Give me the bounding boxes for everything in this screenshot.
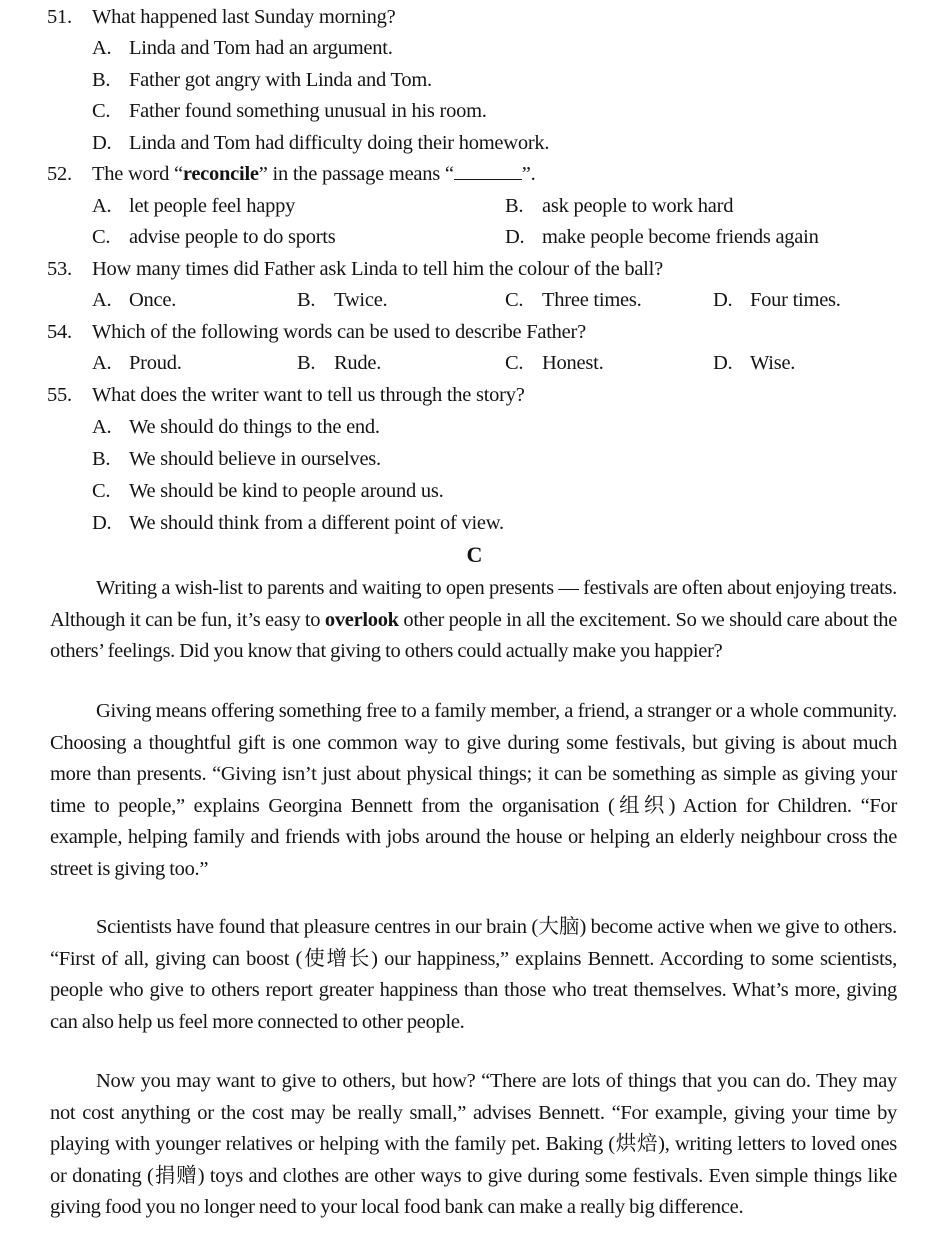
- option-54-d[interactable]: [713, 348, 795, 380]
- option-52-c[interactable]: [92, 222, 335, 254]
- option-54-b[interactable]: [297, 348, 381, 380]
- option-letter: A.: [92, 289, 112, 311]
- option-55-a[interactable]: [92, 412, 380, 444]
- paragraph-text: Now you may want to give to others, but how? “There are lots of things that you can do. They may not cost anything or the cost may be really small,” advises Bennett. “For example, giving your time by playing with younger relatives or helping with the family pet. Baking (烘焙), writing letters to loved ones or donating (捐赠) toys and clothes are other ways to give during some festivals. Even simple things like giving food you no longer need to your local food bank can make a really big difference.: [50, 1070, 897, 1218]
- option-text: Father found something unusual in his room.: [129, 100, 487, 122]
- question-text: What happened last Sunday morning?: [92, 6, 396, 28]
- question-text: [92, 159, 535, 191]
- option-53-b[interactable]: [297, 285, 387, 317]
- question-number: 55.: [47, 384, 72, 406]
- option-text: Three times.: [542, 289, 642, 311]
- option-letter: D.: [505, 226, 525, 248]
- option-52-a[interactable]: [92, 191, 295, 223]
- option-53-d[interactable]: [713, 285, 841, 317]
- option-text: Proud.: [129, 352, 182, 374]
- option-letter: D.: [92, 512, 112, 534]
- option-letter: B.: [297, 352, 316, 374]
- option-51-d[interactable]: [92, 128, 549, 160]
- option-55-b[interactable]: [92, 444, 381, 476]
- option-text: We should do things to the end.: [129, 416, 380, 438]
- option-text: advise people to do sports: [129, 226, 336, 248]
- option-text: let people feel happy: [129, 195, 296, 217]
- question-number: 52.: [47, 163, 72, 185]
- question-52: [0, 159, 949, 191]
- option-text: We should believe in ourselves.: [129, 448, 381, 470]
- option-54-a[interactable]: [92, 348, 182, 380]
- option-text: Once.: [129, 289, 177, 311]
- key-word-reconcile: reconcile: [182, 163, 259, 185]
- option-text: We should be kind to people around us.: [129, 480, 444, 502]
- question-text: What does the writer want to tell us through the story?: [92, 384, 525, 406]
- paragraph-text-start: Writing a wish-list to parents and waiting to open presents — festivals are often about enjoying treats. Although it can be fun, it’s easy to: [50, 577, 897, 631]
- option-letter: C.: [505, 289, 524, 311]
- option-54-c[interactable]: [505, 348, 603, 380]
- option-text: Father got angry with Linda and Tom.: [129, 69, 432, 91]
- section-title: C: [466, 542, 483, 567]
- question-number: 54.: [47, 321, 72, 343]
- option-letter: C.: [92, 100, 111, 122]
- option-text: Four times.: [750, 289, 841, 311]
- question-number: 51.: [47, 6, 72, 28]
- option-letter: C.: [92, 226, 111, 248]
- passage-paragraph-3: [50, 912, 897, 1038]
- option-text: Linda and Tom had an argument.: [129, 37, 393, 59]
- option-51-c[interactable]: [92, 96, 487, 128]
- option-text: ask people to work hard: [542, 195, 734, 217]
- option-letter: A.: [92, 352, 112, 374]
- option-text: Wise.: [750, 352, 796, 374]
- option-letter: B.: [92, 448, 111, 470]
- option-letter: D.: [92, 132, 112, 154]
- passage-paragraph-4: [50, 1066, 897, 1224]
- option-letter: C.: [92, 480, 111, 502]
- option-letter: A.: [92, 37, 112, 59]
- question-number: 53.: [47, 258, 72, 280]
- question-55: [0, 380, 949, 412]
- question-54: [0, 317, 949, 349]
- key-word-overlook: overlook: [324, 608, 399, 631]
- question-text: How many times did Father ask Linda to tell him the colour of the ball?: [92, 258, 663, 280]
- passage-paragraph-2: [50, 696, 897, 885]
- option-text: Honest.: [542, 352, 604, 374]
- option-51-a[interactable]: [92, 33, 393, 65]
- option-55-c[interactable]: [92, 476, 444, 508]
- question-51: [0, 2, 949, 34]
- paragraph-text: Giving means offering something free to a family member, a friend, a stranger or a whole community. Choosing a thoughtful gift is one common way to give during some festivals, but giving is about much more than presents. “Giving isn’t just about physical things; it can be something as simple as giving your time to people,” explains Georgina Bennett from the organisation (组织) Action for Children. “For example, helping family and friends with jobs around the house or helping an elderly neighbour cross the street is giving too.”: [50, 700, 897, 880]
- option-55-d[interactable]: [92, 508, 504, 540]
- option-53-c[interactable]: [505, 285, 641, 317]
- option-text: Twice.: [334, 289, 388, 311]
- paragraph-text: Scientists have found that pleasure centres in our brain (大脑) become active when we give to others. “First of all, giving can boost (使增长) our happiness,” explains Bennett. According to some scientists, people who give to others report greater happiness than those who treat themselves. What’s more, giving can also help us feel more connected to other people.: [50, 916, 897, 1033]
- question-text: Which of the following words can be used to describe Father?: [92, 321, 586, 343]
- option-letter: B.: [92, 69, 111, 91]
- option-51-b[interactable]: [92, 65, 432, 97]
- answer-blank: [454, 161, 522, 180]
- option-letter: A.: [92, 195, 112, 217]
- option-text: make people become friends again: [542, 226, 819, 248]
- question-text-start: The word “: [92, 163, 183, 185]
- option-letter: C.: [505, 352, 524, 374]
- option-letter: B.: [505, 195, 524, 217]
- passage-paragraph-1: [50, 573, 897, 668]
- option-text: We should think from a different point of view.: [129, 512, 504, 534]
- question-text-middle: ” in the passage means “: [258, 163, 454, 185]
- option-letter: D.: [713, 289, 733, 311]
- option-52-b[interactable]: [505, 191, 733, 223]
- paragraph-text-end: other people in all the excitement. So we should care about the others’ feelings. Did you know that giving to others could actually make you happier?: [50, 608, 897, 662]
- option-text: Linda and Tom had difficulty doing their homework.: [129, 132, 550, 154]
- question-text-end: ”.: [521, 163, 536, 185]
- option-letter: D.: [713, 352, 733, 374]
- option-letter: B.: [297, 289, 316, 311]
- option-53-a[interactable]: [92, 285, 176, 317]
- option-text: Rude.: [334, 352, 382, 374]
- option-52-d[interactable]: [505, 222, 819, 254]
- option-letter: A.: [92, 416, 112, 438]
- question-53: [0, 254, 949, 286]
